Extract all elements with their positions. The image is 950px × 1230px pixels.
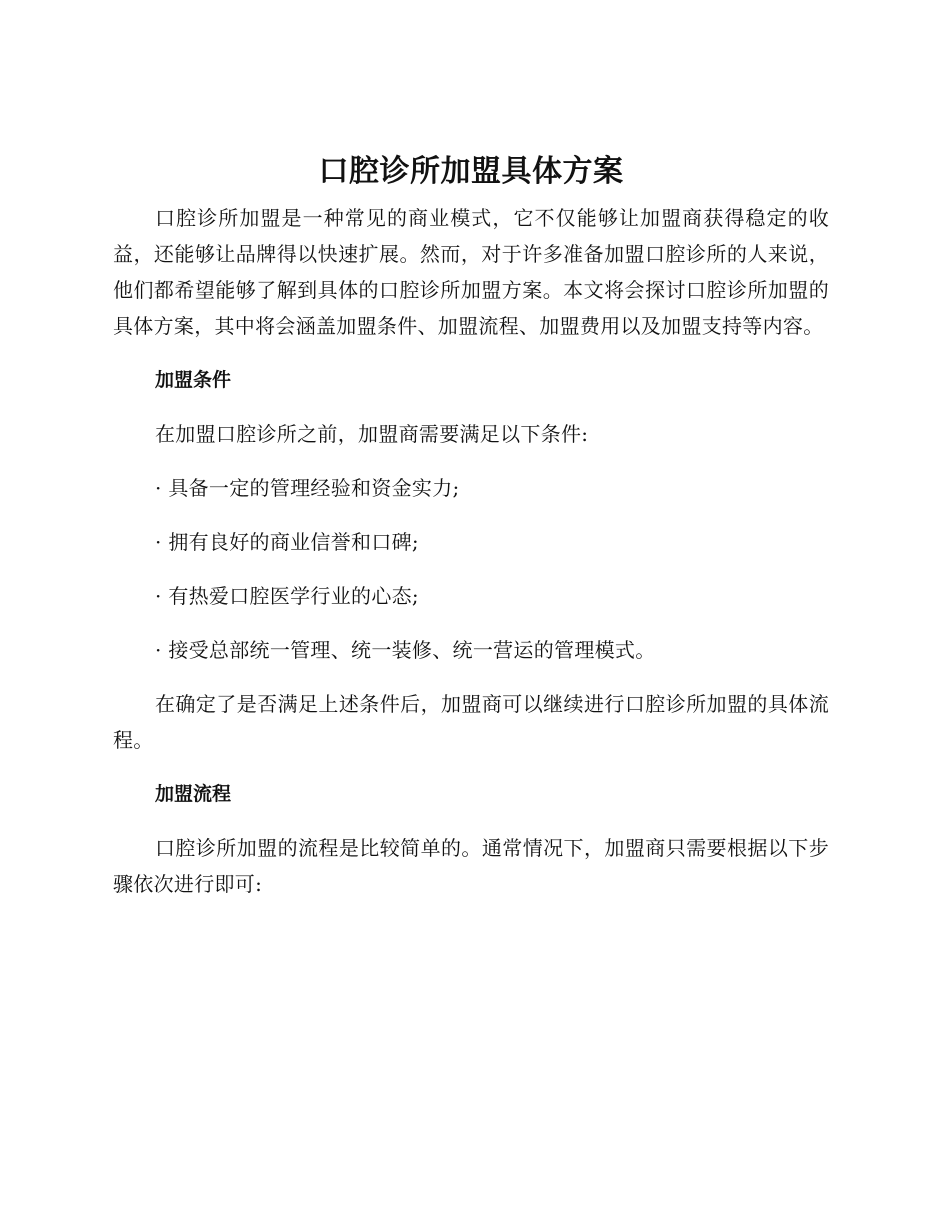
- process-lead-paragraph: 口腔诊所加盟的流程是比较简单的。通常情况下，加盟商只需要根据以下步骤依次进行即可:: [113, 836, 829, 896]
- condition-bullet-2: · 拥有良好的商业信誉和口碑;: [155, 530, 419, 554]
- conditions-closing-paragraph: 在确定了是否满足上述条件后，加盟商可以继续进行口腔诊所加盟的具体流程。: [113, 692, 829, 752]
- section-heading-process: 加盟流程: [155, 783, 232, 805]
- condition-bullet-4: · 接受总部统一管理、统一装修、统一营运的管理模式。: [155, 638, 656, 662]
- condition-bullet-3: · 有热爱口腔医学行业的心态;: [155, 584, 419, 608]
- document-page: [113, 150, 829, 902]
- condition-bullet-1: · 具备一定的管理经验和资金实力;: [155, 476, 460, 500]
- conditions-lead-paragraph: 在加盟口腔诊所之前，加盟商需要满足以下条件:: [155, 422, 589, 446]
- section-heading-conditions: 加盟条件: [155, 369, 232, 391]
- intro-paragraph: 口腔诊所加盟是一种常见的商业模式，它不仅能够让加盟商获得稳定的收益，还能够让品牌得以快速扩展。然而，对于许多准备加盟口腔诊所的人来说，他们都希望能够了解到具体的口腔诊所加盟方案。本文将会探讨口腔诊所加盟的具体方案，其中将会涵盖加盟条件、加盟流程、加盟费用以及加盟支持等内容。: [113, 206, 829, 338]
- document-title: 口腔诊所加盟具体方案: [318, 154, 624, 189]
